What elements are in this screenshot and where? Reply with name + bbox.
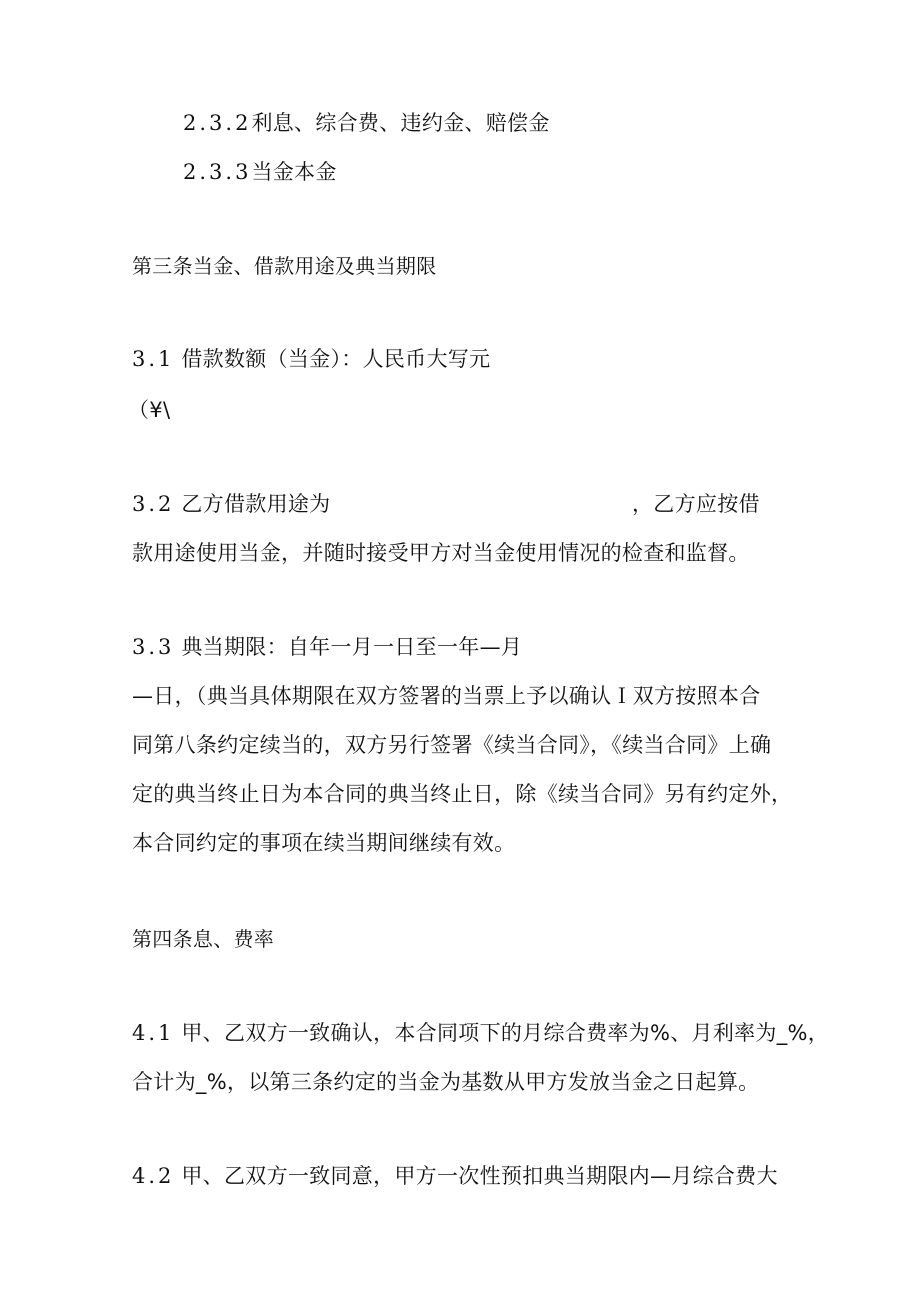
clause-2-3-3	[183, 158, 337, 186]
clause-text: 利息、综合费、违约金、赔偿金	[251, 111, 550, 135]
clause-3-3-cont-1: —日，（典当具体期限在双方签署的当票上予以确认Ｉ双方按照本合	[132, 684, 761, 708]
clause-number: 3.1	[132, 347, 175, 371]
clause-3-1	[132, 345, 490, 373]
clause-text: 甲、乙双方一致同意，甲方一次性预扣典当期限内—月综合费大	[174, 1164, 778, 1188]
clause-3-3-cont-4: 本合同约定的事项在续当期间继续有效。	[132, 831, 516, 855]
clause-number: 2.3.2	[183, 111, 252, 135]
article-3-heading: 第三条当金、借款用途及典当期限	[132, 254, 437, 278]
clause-3-3	[132, 633, 522, 661]
clause-text: 当金本金	[251, 160, 337, 184]
clause-4-2	[132, 1162, 778, 1190]
clause-number: 3.2	[132, 492, 175, 516]
clause-3-3-cont-3: 定的典当终止日为本合同的典当终止日，除《续当合同》另有约定外，	[132, 782, 793, 806]
clause-text: 甲、乙双方一致确认，本合同项下的月综合费率为%、月利率为_%，	[174, 1021, 830, 1045]
article-4-heading: 第四条息、费率	[132, 927, 275, 951]
clause-3-2-cont: 款用途使用当金，并随时接受甲方对当金使用情况的检查和监督。	[132, 541, 750, 565]
amount-figure-line: （¥\	[128, 398, 171, 422]
clause-3-2	[132, 490, 330, 518]
clause-number: 4.2	[132, 1164, 175, 1188]
clause-3-3-cont-2: 同第八条约定续当的，双方另行签署《续当合同》，《续当合同》上确	[132, 733, 772, 757]
clause-4-1-cont: 合计为_%，以第三条约定的当金为基数从甲方发放当金之日起算。	[132, 1070, 760, 1094]
clause-number: 3.3	[132, 635, 175, 659]
clause-3-2-tail: ，乙方应按借	[632, 492, 760, 516]
clause-text: 典当期限：自年一月一日至一年—月	[174, 635, 523, 659]
clause-number: 4.1	[132, 1021, 175, 1045]
clause-number: 2.3.3	[183, 160, 252, 184]
clause-text: 借款数额（当金）：人民币大写元	[174, 347, 491, 371]
clause-4-1	[132, 1019, 829, 1047]
clause-2-3-2	[183, 109, 550, 137]
clause-text: 乙方借款用途为	[174, 492, 331, 516]
